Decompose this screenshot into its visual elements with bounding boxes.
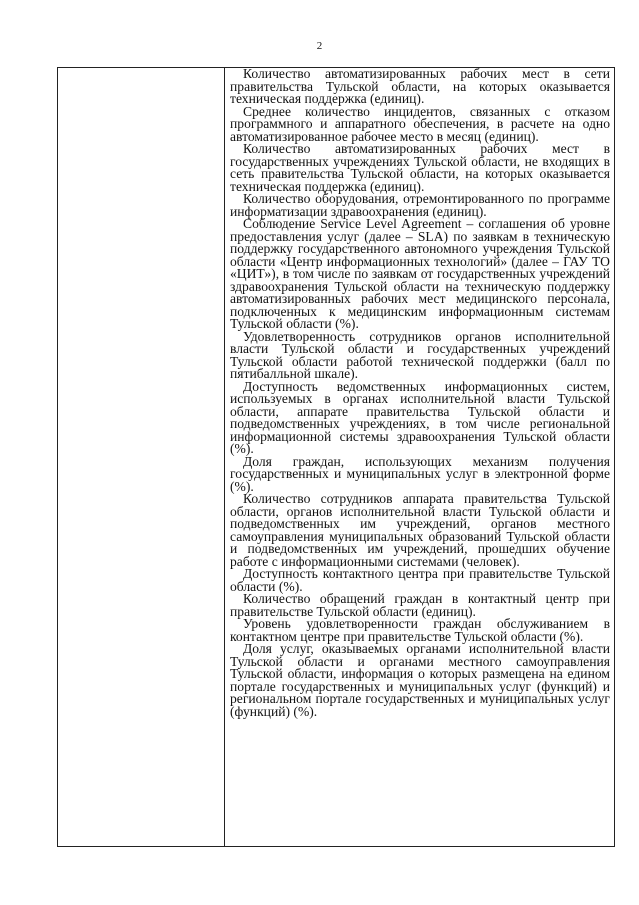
indicator-paragraph: Количество обращений граждан в контактный центр при правительстве Тульской области (единиц). bbox=[230, 591, 610, 619]
indicators-table bbox=[57, 67, 615, 847]
indicator-paragraph: Среднее количество инцидентов, связанных с отказом программного и аппаратного обеспечения, в расчете на одно автоматизированное рабочее место в месяц (единиц). bbox=[230, 103, 610, 144]
indicator-paragraph: Уровень удовлетворенности граждан обслуживанием в контактном центре при правительстве Тульской области (%). bbox=[230, 616, 610, 644]
page-number: 2 bbox=[316, 40, 323, 52]
table-right-cell bbox=[225, 68, 614, 846]
table-left-cell bbox=[58, 68, 225, 846]
indicator-paragraph: Удовлетворенность сотрудников органов исполнительной власти Тульской области и государственных учреждений Тульской области работой технической поддержки (балл по пятибалльной шкале). bbox=[230, 328, 610, 381]
indicator-paragraph: Количество автоматизированных рабочих мест в государственных учреждениях Тульской области, не входящих в сеть правительства Тульской области, на которых оказывается техническая поддержка (единиц). bbox=[230, 141, 610, 194]
indicator-paragraph: Доступность контактного центра при правительстве Тульской области (%). bbox=[230, 566, 610, 594]
indicator-paragraph: Доступность ведомственных информационных систем, используемых в органах исполнительной власти Тульской области, аппарате правительства Тульской области и подведомственных учреждениях, в том числе региональной информационной системы здравоохранения Тульской области (%). bbox=[230, 378, 610, 456]
indicator-paragraph: Соблюдение Service Level Agreement – соглашения об уровне предоставления услуг (далее – SLA) по заявкам в техническую поддержку государственного автономного учреждения Тульской области «Центр информационных технологий» (далее – ГАУ ТО «ЦИТ»), в том числе по заявкам от государственных учреждений здравоохранения Тульской области на техническую поддержку автоматизированных рабочих мест медицинского персонала, подключенных к медицинским информационным системам Тульской области (%). bbox=[230, 216, 610, 331]
indicator-paragraph: Количество сотрудников аппарата правительства Тульской области, органов исполнительной власти Тульской области и подведомственных им учреждений, органов местного самоуправления муниципальных образований Тульской области и подведомственных им учреждений, прошедших обучение работе с информационными системами (человек). bbox=[230, 491, 610, 569]
indicator-paragraph: Количество оборудования, отремонтированного по программе информатизации здравоохранения (единиц). bbox=[230, 191, 610, 219]
indicator-paragraph: Количество автоматизированных рабочих мест в сети правительства Тульской области, на которых оказывается техническая поддержка (единиц). bbox=[230, 66, 610, 106]
indicator-paragraph: Доля граждан, использующих механизм получения государственных и муниципальных услуг в электронной форме (%). bbox=[230, 453, 610, 494]
indicator-paragraph: Доля услуг, оказываемых органами исполнительной власти Тульской области и органами местного самоуправления Тульской области, информация о которых размещена на едином портале государственных и муниципальных услуг (функций) и региональном портале государственных и муниципальных услуг (функций) (%). bbox=[230, 641, 610, 719]
